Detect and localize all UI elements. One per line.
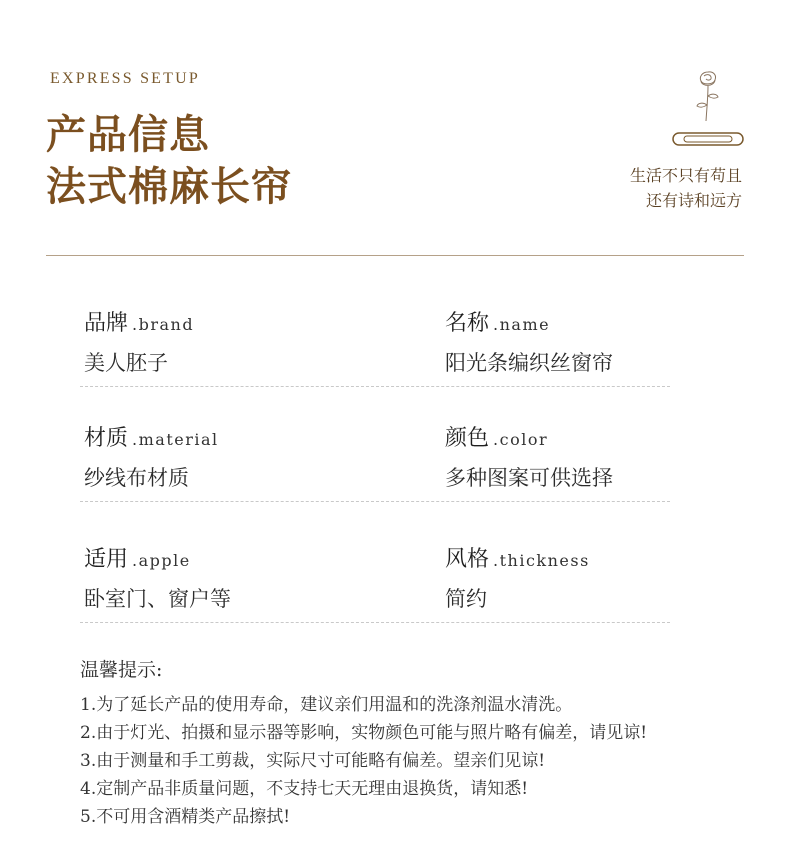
field-label: 名称 .name [445, 311, 551, 336]
tip-item: 1.为了延长产品的使用寿命，建议亲们用温和的洗涤剂温水清洗。 [80, 695, 573, 715]
slogan-line-1: 生活不只有苟且 [629, 166, 742, 185]
tips-title: 温馨提示: [80, 659, 163, 681]
page-title: 产品信息 [46, 112, 210, 158]
header-divider [46, 255, 744, 256]
field-brand [84, 306, 194, 377]
field-value: 多种图案可供选择 [445, 466, 613, 490]
field-label: 适用 .apple [84, 547, 191, 572]
field-value: 简约 [445, 587, 487, 611]
row-divider [80, 501, 670, 502]
field-style [445, 542, 590, 613]
slogan-line-2: 还有诗和远方 [645, 191, 742, 210]
tip-item: 2.由于灯光、拍摄和显示器等影响，实物颜色可能与照片略有偏差，请见谅! [80, 723, 648, 743]
field-name [445, 306, 613, 377]
tip-item: 3.由于测量和手工剪裁，实际尺寸可能略有偏差。望亲们见谅! [80, 751, 546, 771]
field-label: 材质 .material [84, 426, 219, 451]
page-subtitle: 法式棉麻长帘 [46, 164, 292, 210]
row-divider [80, 386, 670, 387]
field-label: 颜色 .color [445, 426, 549, 451]
pill-icon [672, 130, 744, 148]
field-usage [84, 542, 231, 613]
field-value: 纱线布材质 [84, 466, 189, 490]
field-value: 阳光条编织丝窗帘 [445, 351, 613, 375]
tip-item: 4.定制产品非质量问题，不支持七天无理由退换货，请知悉! [80, 779, 529, 799]
field-color [445, 421, 613, 492]
field-label: 风格 .thickness [445, 547, 590, 572]
field-value: 卧室门、窗户等 [84, 587, 231, 611]
field-material [84, 421, 219, 492]
rose-icon [688, 66, 728, 124]
field-label: 品牌 .brand [84, 311, 195, 336]
header-tag: EXPRESS SETUP [50, 70, 200, 87]
row-divider [80, 622, 670, 623]
field-value: 美人胚子 [84, 351, 168, 375]
tip-item: 5.不可用含酒精类产品擦拭! [80, 807, 291, 827]
